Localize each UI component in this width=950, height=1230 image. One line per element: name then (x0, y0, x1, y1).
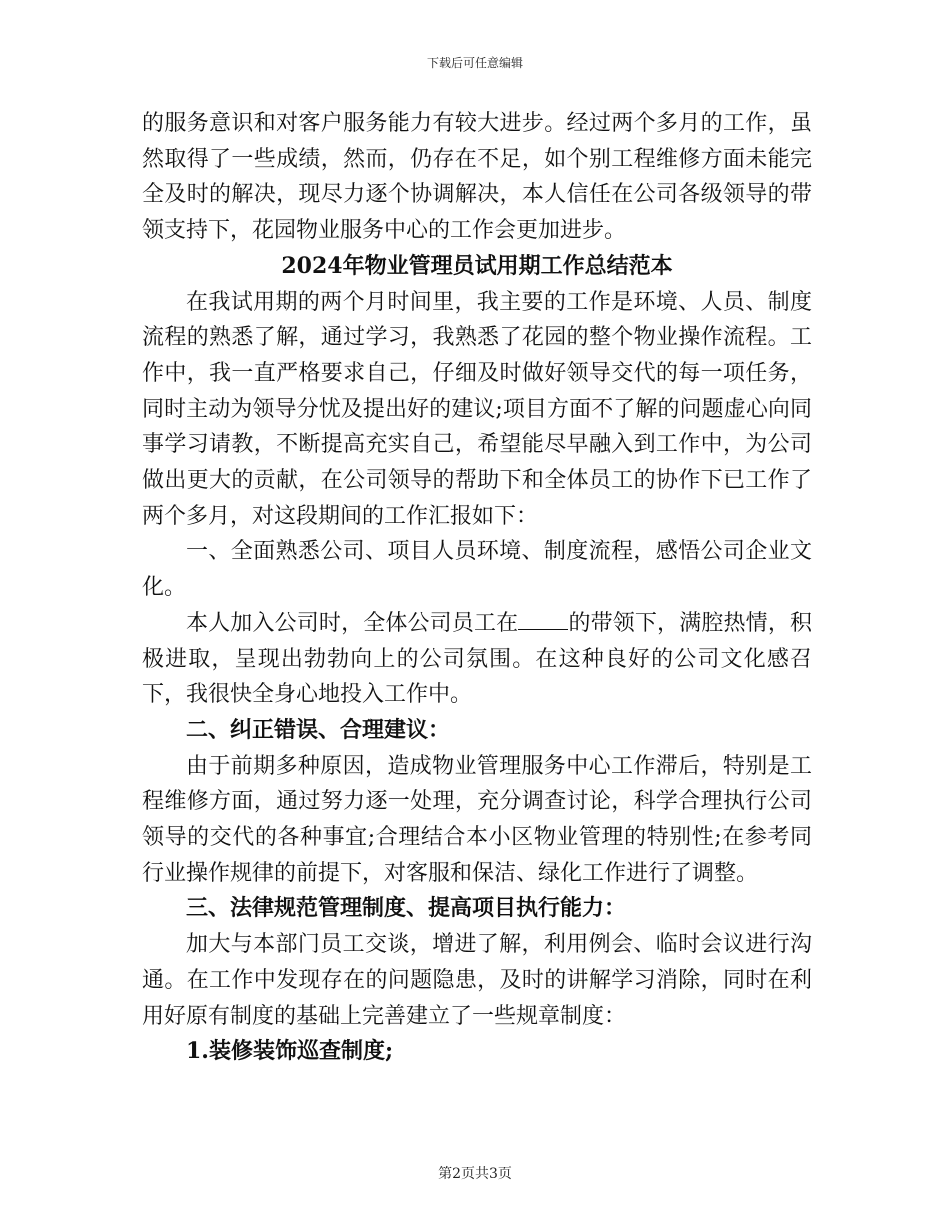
fill-in-blank (518, 609, 568, 630)
list-item-1: 1.装修装饰巡查制度; (186, 1038, 394, 1065)
section2-heading: 二、纠正错误、合理建议： (186, 716, 451, 743)
section2-paragraph: 由于前期多种原因，造成物业管理服务中心工作滞后，特别是工程维修方面，通过努力逐一处理，充分调查讨论，科学合理执行公司领导的交代的各种事宜;合理结合本小区物业管理的特别性;在参考同行业操作规律的前提下，对客服和保洁、绿化工作进行了调整。 (142, 753, 812, 886)
continuation-paragraph: 的服务意识和对客户服务能力有较大进步。经过两个多月的工作，虽然取得了一些成绩，然而，仍存在不足，如个别工程维修方面未能完全及时的解决，现尽力逐个协调解决，本人信任在公司各级领导的带领支持下，花园物业服务中心的工作会更加进步。 (142, 111, 812, 244)
section1-heading: 一、全面熟悉公司、项目人员环境、制度流程，感悟公司企业文化。 (142, 539, 812, 601)
section3-paragraph: 加大与本部门员工交谈，增进了解，利用例会、临时会议进行沟通。在工作中发现存在的问题隐患，及时的讲解学习消除，同时在利用好原有制度的基础上完善建立了一些规章制度： (142, 932, 812, 1029)
page-header: 下载后可任意编辑 (426, 56, 523, 70)
document-title: 2024年物业管理员试用期工作总结范本 (281, 252, 673, 279)
document-body (142, 106, 812, 1070)
page-number: 第2页共3页 (438, 1166, 512, 1182)
intro-paragraph: 在我试用期的两个月时间里，我主要的工作是环境、人员、制度流程的熟悉了解，通过学习，我熟悉了花园的整个物业操作流程。工作中，我一直严格要求自己，仔细及时做好领导交代的每一项任务，同时主动为领导分忧及提出好的建议;项目方面不了解的问题虚心向同事学习请教，不断提高充实自己，希望能尽早融入到工作中，为公司做出更大的贡献，在公司领导的帮助下和全体员工的协作下已工作了两个多月，对这段期间的工作汇报如下： (142, 289, 812, 529)
section1-text-after-blank: 的带领下，满腔热情，积极进取，呈现出勃勃向上的公司氛围。在这种良好的公司文化感召下，我很快全身心地投入工作中。 (142, 610, 812, 708)
section3-heading: 三、法律规范管理制度、提高项目执行能力： (186, 895, 627, 922)
section1-text-before-blank: 本人加入公司时，全体公司员工在 (186, 610, 519, 636)
section1-paragraph (142, 606, 812, 713)
